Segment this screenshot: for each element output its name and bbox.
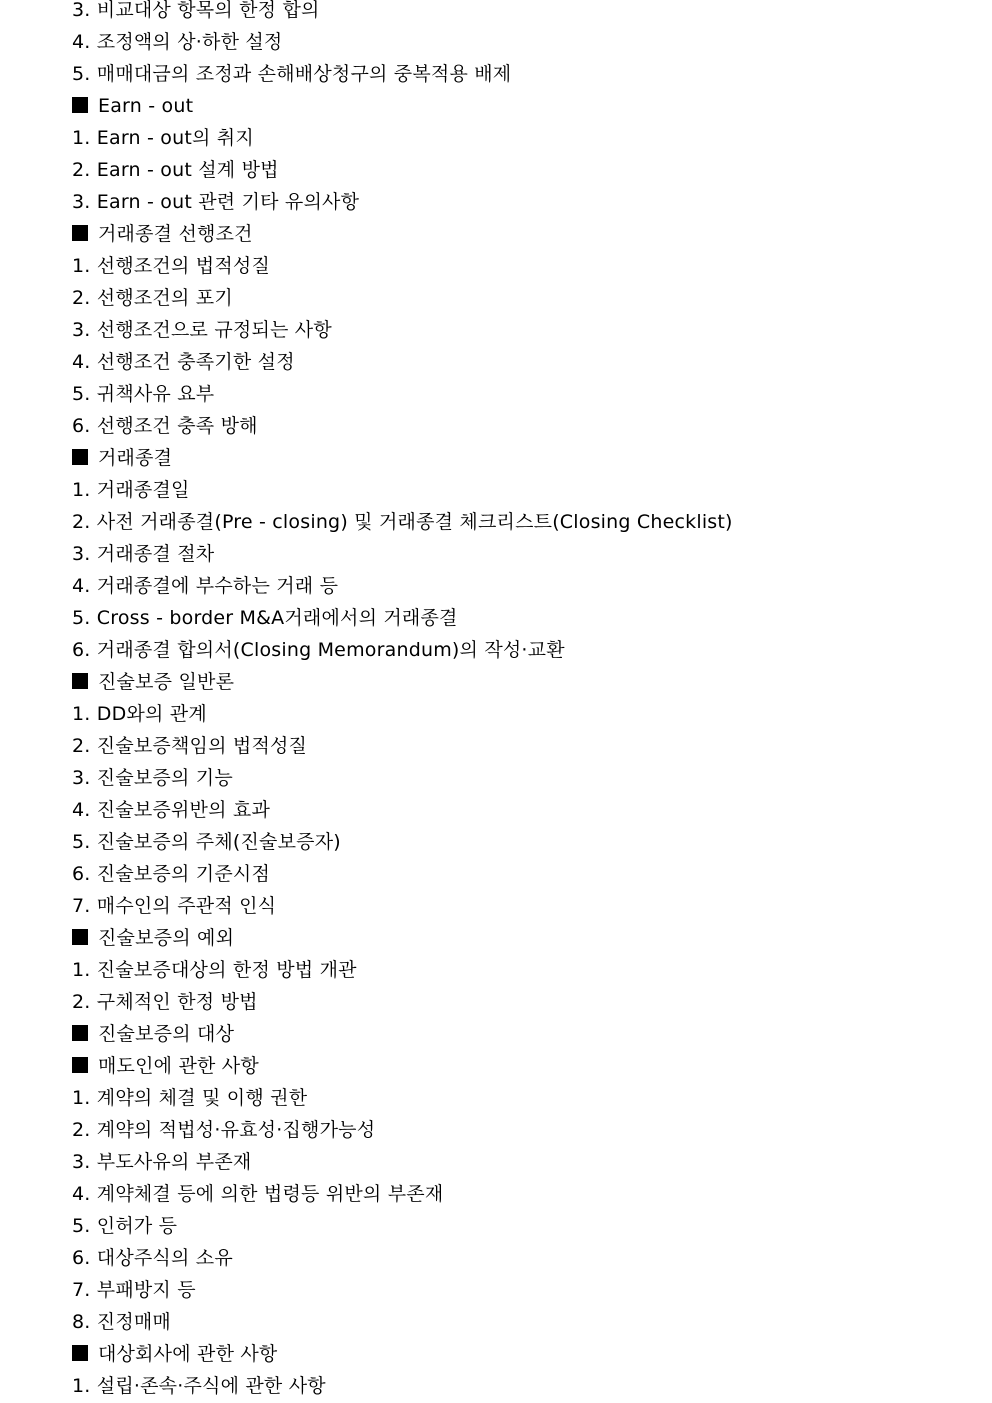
list-item (72, 26, 972, 58)
list-item (72, 58, 972, 90)
list-item-text: 2. 사전 거래종결(Pre - closing) 및 거래종결 체크리스트(Closing Checklist) (72, 511, 733, 533)
list-item-text: 6. 거래종결 합의서(Closing Memorandum)의 작성·교환 (72, 639, 565, 661)
list-item-text: 4. 조정액의 상·하한 설정 (72, 31, 283, 53)
list-item (72, 1114, 972, 1146)
list-item (72, 1082, 972, 1114)
section-heading-text: 거래종결 (98, 447, 173, 469)
list-item (72, 794, 972, 826)
list-item-text: 3. 거래종결 절차 (72, 543, 215, 565)
list-item (72, 826, 972, 858)
section-heading (72, 218, 972, 250)
black-square-bullet-icon (72, 1025, 88, 1041)
list-item (72, 1370, 972, 1402)
list-item-text: 2. 구체적인 한정 방법 (72, 991, 258, 1013)
black-square-bullet-icon (72, 929, 88, 945)
list-item-text: 3. 선행조건으로 규정되는 사항 (72, 319, 332, 341)
list-item-text: 3. 진술보증의 기능 (72, 767, 233, 789)
list-item (72, 762, 972, 794)
list-item (72, 122, 972, 154)
list-item-text: 1. 거래종결일 (72, 479, 190, 501)
section-heading (72, 1050, 972, 1082)
list-item (72, 410, 972, 442)
section-heading-text: 대상회사에 관한 사항 (98, 1343, 278, 1365)
list-item-text: 5. 매매대금의 조정과 손해배상청구의 중복적용 배제 (72, 63, 512, 85)
list-item (72, 538, 972, 570)
list-item-text: 6. 진술보증의 기준시점 (72, 863, 270, 885)
list-item-text: 1. 설립·존속·주식에 관한 사항 (72, 1375, 326, 1397)
list-item (72, 1210, 972, 1242)
list-item-text: 5. 인허가 등 (72, 1215, 178, 1237)
list-item (72, 986, 972, 1018)
section-heading-text: 진술보증의 대상 (98, 1023, 235, 1045)
section-heading (72, 442, 972, 474)
black-square-bullet-icon (72, 1345, 88, 1361)
list-item (72, 698, 972, 730)
list-item-text: 2. Earn - out 설계 방법 (72, 159, 279, 181)
section-heading-text: 진술보증의 예외 (98, 927, 235, 949)
list-item (72, 346, 972, 378)
table-of-contents (72, 0, 972, 1402)
section-heading (72, 922, 972, 954)
list-item-text: 3. 부도사유의 부존재 (72, 1151, 252, 1173)
list-item-text: 3. 비교대상 항목의 한정 합의 (72, 0, 320, 21)
list-item (72, 954, 972, 986)
list-item-text: 1. 진술보증대상의 한정 방법 개관 (72, 959, 357, 981)
section-heading (72, 1338, 972, 1370)
list-item-text: 7. 매수인의 주관적 인식 (72, 895, 277, 917)
list-item (72, 1306, 972, 1338)
list-item (72, 1242, 972, 1274)
list-item-text: 8. 진정매매 (72, 1311, 171, 1333)
list-item-text: 6. 선행조건 충족 방해 (72, 415, 258, 437)
list-item (72, 730, 972, 762)
section-heading (72, 666, 972, 698)
section-heading (72, 90, 972, 122)
list-item (72, 314, 972, 346)
list-item-text: 1. 선행조건의 법적성질 (72, 255, 270, 277)
list-item (72, 474, 972, 506)
black-square-bullet-icon (72, 1057, 88, 1073)
list-item-text: 7. 부패방지 등 (72, 1279, 196, 1301)
list-item (72, 570, 972, 602)
list-item-text: 6. 대상주식의 소유 (72, 1247, 233, 1269)
list-item (72, 378, 972, 410)
list-item (72, 1146, 972, 1178)
black-square-bullet-icon (72, 449, 88, 465)
list-item-text: 2. 계약의 적법성·유효성·집행가능성 (72, 1119, 376, 1141)
section-heading-text: 거래종결 선행조건 (98, 223, 253, 245)
list-item-text: 4. 거래종결에 부수하는 거래 등 (72, 575, 339, 597)
list-item (72, 1178, 972, 1210)
list-item (72, 154, 972, 186)
list-item (72, 506, 972, 538)
list-item (72, 282, 972, 314)
list-item (72, 186, 972, 218)
black-square-bullet-icon (72, 97, 88, 113)
list-item (72, 890, 972, 922)
list-item-text: 1. 계약의 체결 및 이행 권한 (72, 1087, 308, 1109)
list-item-text: 1. DD와의 관계 (72, 703, 207, 725)
list-item-text: 5. 귀책사유 요부 (72, 383, 215, 405)
list-item-text: 2. 선행조건의 포기 (72, 287, 233, 309)
section-heading-text: Earn - out (98, 95, 194, 117)
list-item (72, 250, 972, 282)
list-item (72, 1274, 972, 1306)
list-item-text: 4. 선행조건 충족기한 설정 (72, 351, 295, 373)
black-square-bullet-icon (72, 673, 88, 689)
list-item-text: 5. Cross - border M&A거래에서의 거래종결 (72, 607, 458, 629)
list-item (72, 602, 972, 634)
list-item (72, 858, 972, 890)
list-item (72, 634, 972, 666)
section-heading-text: 진술보증 일반론 (98, 671, 235, 693)
list-item-text: 4. 계약체결 등에 의한 법령등 위반의 부존재 (72, 1183, 444, 1205)
black-square-bullet-icon (72, 225, 88, 241)
list-item-text: 1. Earn - out의 취지 (72, 127, 254, 149)
list-item (72, 0, 972, 26)
list-item-text: 5. 진술보증의 주체(진술보증자) (72, 831, 341, 853)
list-item-text: 3. Earn - out 관련 기타 유의사항 (72, 191, 360, 213)
list-item-text: 2. 진술보증책임의 법적성질 (72, 735, 308, 757)
section-heading-text: 매도인에 관한 사항 (98, 1055, 259, 1077)
list-item-text: 4. 진술보증위반의 효과 (72, 799, 270, 821)
section-heading (72, 1018, 972, 1050)
